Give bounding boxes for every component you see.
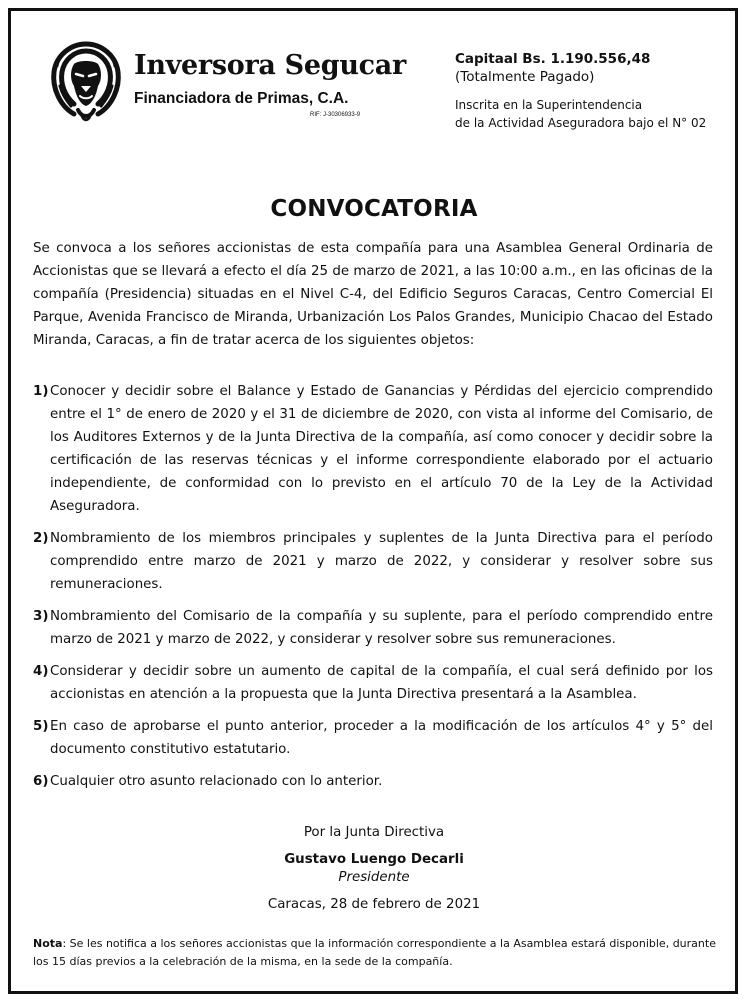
agenda-item-text: Nombramiento de los miembros principales y suplentes de la Junta Directiva para el período comprendido entre marzo de 2021 y marzo de 2022, y considerar y resolver sobre sus remuneraciones. [50,531,713,592]
footnote-label: Nota [33,937,63,950]
agenda-item [33,715,713,761]
registry-line-1: Inscrita en la Superintendencia [455,98,643,112]
footnote [33,935,723,971]
agenda-item-number: 5) [33,719,49,734]
place-date: Caracas, 28 de febrero de 2021 [267,897,481,912]
agenda-item-number: 6) [33,774,49,789]
agenda-item [33,527,713,596]
company-subtitle: Financiadora de Primas, C.A. [134,90,349,107]
agenda-item [33,660,713,706]
agenda-item-number: 3) [33,609,49,624]
footnote-text: : Se les notifica a los señores accionistas que la información correspondiente a la Asamblea estará disponible, durante los 15 días previos a la celebración de la misma, en la sede de la compañía. [33,937,716,968]
agenda-item [33,605,713,651]
capital-info [455,50,725,132]
company-rif: RIF: J-30306933-9 [310,112,361,118]
agenda-item-text: Considerar y decidir sobre un aumento de capital de la compañía, el cual será definido por los accionistas en atención a la propuesta que la Junta Directiva presentará a la Asamblea. [50,664,713,702]
capital-amount: Capitaal Bs. 1.190.556,48 [455,51,651,67]
agenda-item-text: Conocer y decidir sobre el Balance y Estado de Ganancias y Pérdidas del ejercicio comprendido entre el 1° de enero de 2020 y el 31 de diciembre de 2020, con vista al informe del Comisario, de los Auditores Externos y de la Junta Directiva de la compañía, así como conocer y decidir sobre la certificación de las reservas técnicas y el informe correspondiente elaborado por el actuario independiente, de conformidad con lo previsto en el artículo 70 de la Ley de la Actividad Aseguradora. [50,384,713,514]
capital-note: (Totalmente Pagado) [455,69,595,85]
lion-head-icon [48,40,124,122]
company-name: Inversora Segucar [134,50,406,81]
registry-line-2: de la Actividad Aseguradora bajo el N° 02 [455,116,707,130]
signatory-name: Gustavo Luengo Decarli [284,852,464,867]
agenda-item [33,770,713,793]
agenda-item-number: 2) [33,531,49,546]
agenda-item-text: Cualquier otro asunto relacionado con lo anterior. [50,774,383,789]
company-logo-block [48,40,408,130]
intro-paragraph: Se convoca a los señores accionistas de esta compañía para una Asamblea General Ordinaria de Accionistas que se llevará a efecto el día 25 de marzo de 2021, a las 10:00 a.m., en las oficinas de la compañía (Presidencia) situadas en el Nivel C-4, del Edificio Seguros Caracas, Centro Comercial El Parque, Avenida Francisco de Miranda, Urbanización Los Palos Grandes, Municipio Chacao del Estado Miranda, Caracas, a fin de tratar acerca de los siguientes objetos: [33,241,713,348]
signature-block [0,823,748,915]
agenda-item-text: En caso de aprobarse el punto anterior, proceder a la modificación de los artículos 4° y 5° del documento constitutivo estatutario. [50,719,713,757]
document-title: CONVOCATORIA [270,196,478,222]
agenda-list [33,380,713,802]
agenda-item-number: 4) [33,664,49,679]
agenda-item-text: Nombramiento del Comisario de la compañía y su suplente, para el período comprendido entre marzo de 2021 y marzo de 2022, y considerar y resolver sobre sus remuneraciones. [50,609,713,647]
agenda-item [33,380,713,518]
agenda-item-number: 1) [33,384,49,399]
signatory-role: Presidente [338,870,410,885]
signature-issuer: Por la Junta Directiva [303,825,445,840]
